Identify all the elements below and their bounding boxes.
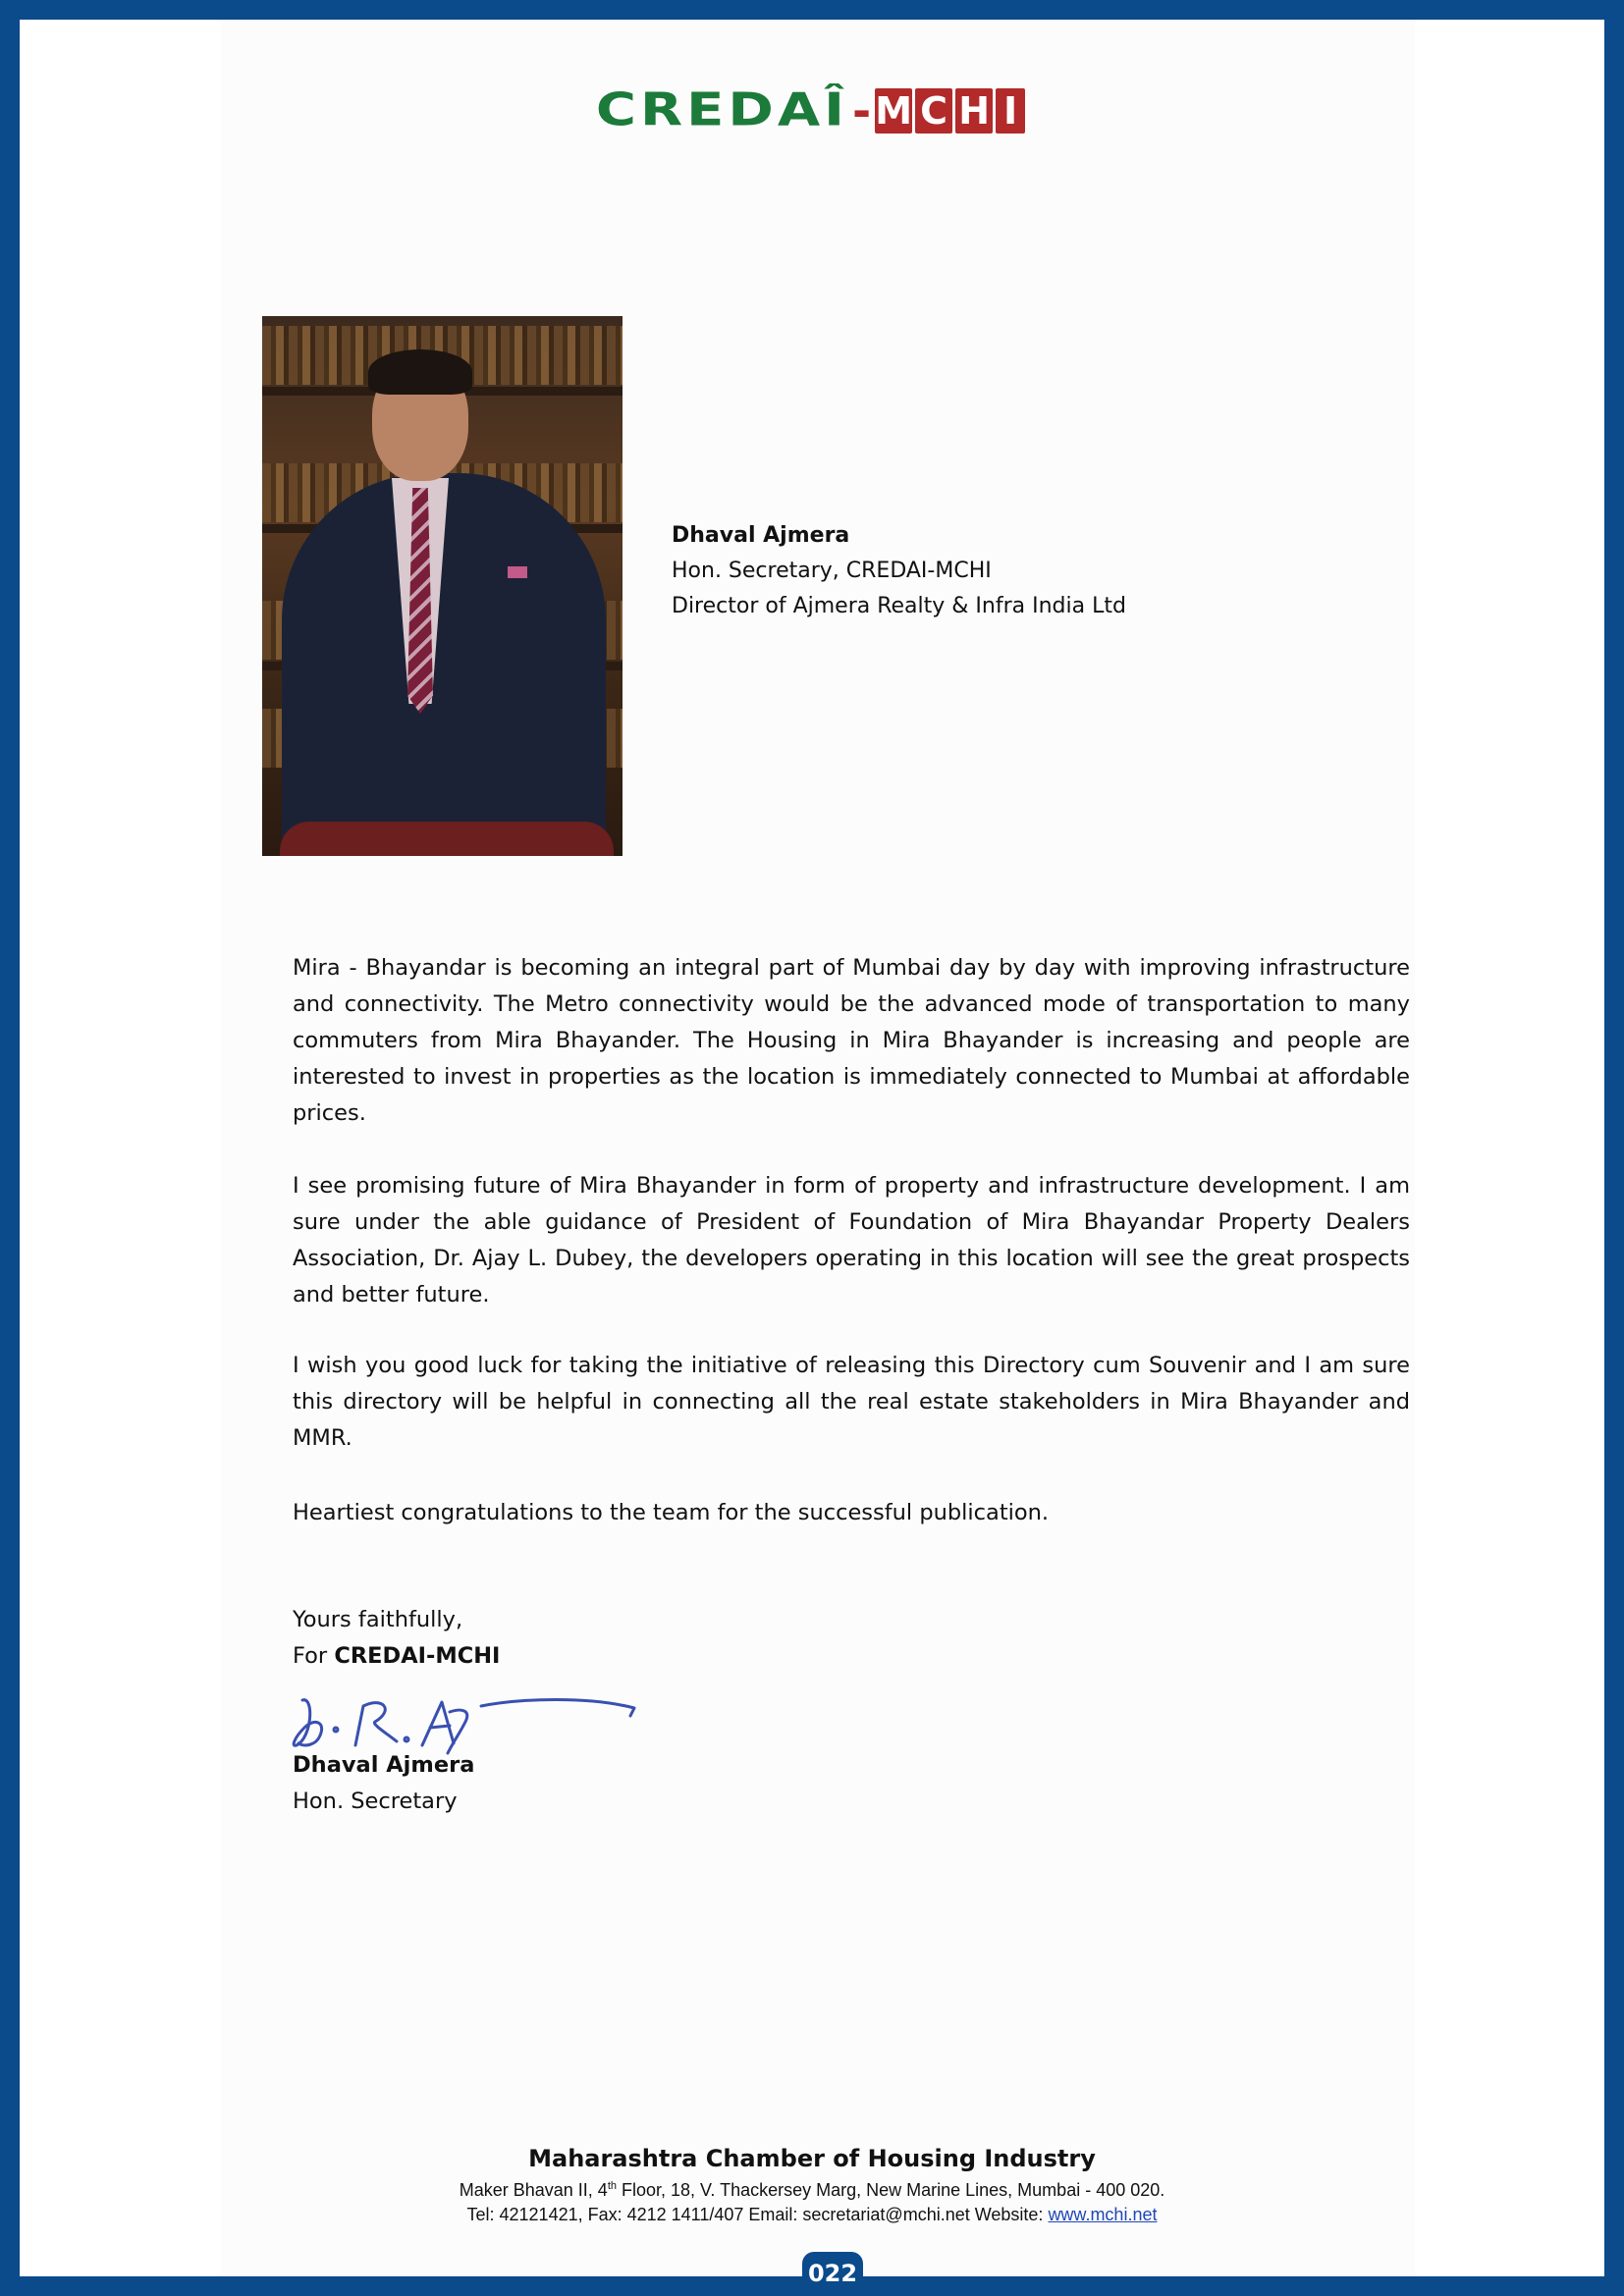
caption-company: Director of Ajmera Realty & Infra India Ltd — [672, 594, 1126, 618]
letter-paragraph-4: Heartiest congratulations to the team for the successful publication. — [293, 1500, 1050, 1525]
document-page — [20, 20, 1604, 2287]
footer-contact — [20, 2205, 1604, 2225]
for-organization: CREDAI-MCHI — [334, 1643, 501, 1669]
letter-paragraph-1: Mira - Bhayandar is becoming an integral part of Mumbai day by day with improving infrastructure and connectivity. The Metro connectivity would be the advanced mode of transportation to many commuters from Mira Bhayander. The Housing in Mira Bhayander is increasing and people are interested to invest in properties as the location is immediately connected to Mumbai at affordable prices. — [293, 955, 1410, 1126]
footer-address — [20, 2180, 1604, 2201]
logo-dash: - — [852, 83, 872, 137]
caption-name: Dhaval Ajmera — [672, 523, 850, 548]
address-superscript: th — [607, 2180, 617, 2192]
caption-role: Hon. Secretary, CREDAI-MCHI — [672, 559, 992, 583]
letter-paragraph-2: I see promising future of Mira Bhayander in form of property and infrastructure development. I am sure under the able guidance of President of Foundation of Mira Bhayandar Property Dealers Association, Dr. Ajay L. Dubey, the developers operating in this location will see the great prospects and better future. — [293, 1173, 1410, 1308]
logo-letter-m: M — [875, 88, 913, 133]
closing-for-line — [293, 1638, 500, 1675]
logo-letter-i: I — [996, 88, 1025, 133]
portrait-pocket-square — [508, 566, 527, 578]
handwritten-signature — [285, 1679, 658, 1757]
portrait-chair — [280, 822, 614, 856]
website-link[interactable]: www.mchi.net — [1048, 2205, 1158, 2224]
logo-letter-h: H — [955, 88, 993, 133]
address-suffix: Floor, 18, V. Thackersey Marg, New Marine Lines, Mumbai - 400 020. — [617, 2180, 1165, 2200]
page-number-badge: 022 — [802, 2252, 863, 2295]
logo-credai-text: CREDAÎ — [595, 83, 849, 137]
person-caption — [672, 518, 1126, 624]
signer-title: Hon. Secretary — [293, 1789, 458, 1814]
contact-details: Tel: 42121421, Fax: 4212 1411/407 Email: secretariat@mchi.net Website: — [466, 2205, 1049, 2224]
letter-paragraph-3: I wish you good luck for taking the initiative of releasing this Directory cum Souvenir and I am sure this directory will be helpful in connecting all the real estate stakeholders in Mira Bhayander and MMR. — [293, 1353, 1410, 1451]
closing-salutation: Yours faithfully, — [293, 1607, 463, 1632]
logo-mchi-blocks — [875, 88, 1028, 133]
footer-organization: Maharashtra Chamber of Housing Industry — [528, 2145, 1096, 2172]
portrait-hair — [368, 349, 472, 395]
portrait-photo — [262, 316, 623, 856]
address-prefix: Maker Bhavan II, 4 — [459, 2180, 608, 2200]
for-prefix: For — [293, 1643, 335, 1669]
logo-letter-c: C — [915, 88, 952, 133]
credai-mchi-logo — [20, 79, 1604, 142]
signer-name: Dhaval Ajmera — [293, 1752, 475, 1778]
